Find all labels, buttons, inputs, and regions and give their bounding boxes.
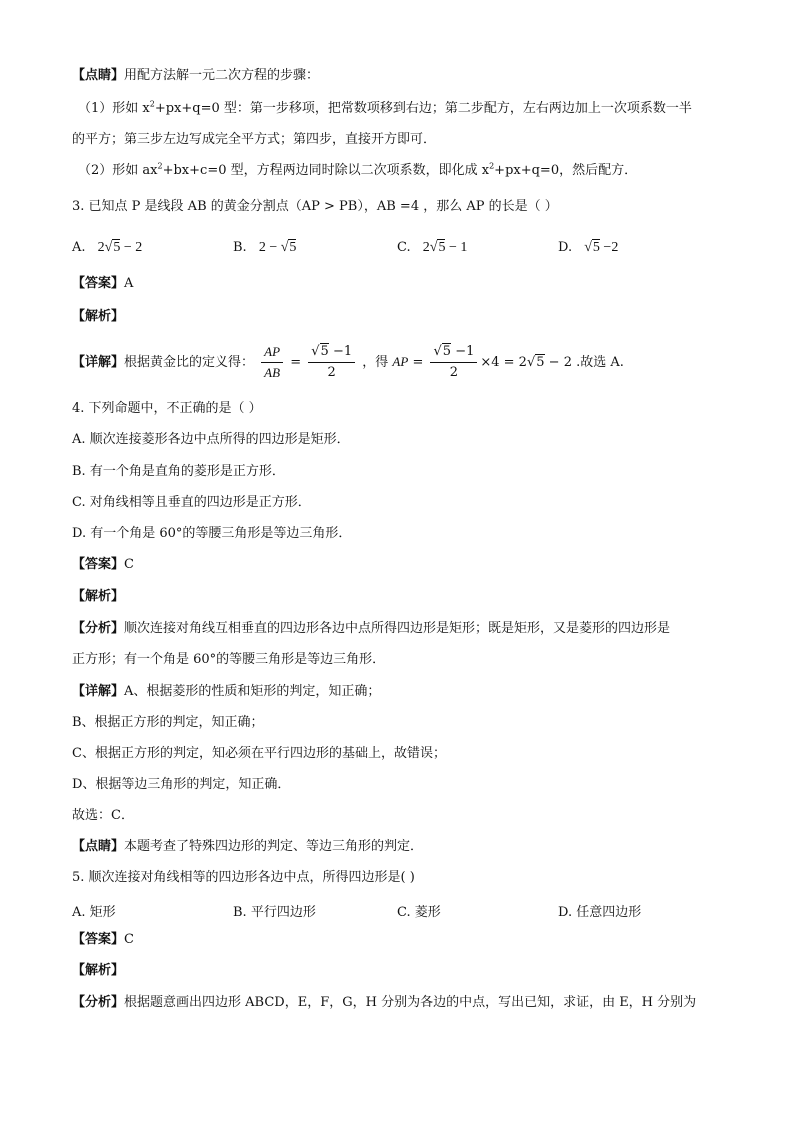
- q5-option-b[interactable]: B. 平行四边形: [233, 905, 316, 920]
- q4-option-d[interactable]: D. 有一个角是 60°的等腰三角形是等边三角形．: [72, 526, 352, 541]
- q4-tip: 【点睛】本题考查了特殊四边形的判定、等边三角形的判定．: [72, 839, 424, 854]
- q4-answer: 【答案】C: [72, 557, 134, 572]
- q4-fenxi-cont: 正方形；有一个角是 60°的等腰三角形是等边三角形．: [72, 652, 386, 667]
- answer-value: C: [124, 557, 134, 572]
- superscript: 2: [149, 99, 155, 109]
- q4-detail-c: C、根据正方形的判定，知必须在平行四边形的基础上，故错误；: [72, 746, 446, 761]
- tip-p1-cont: [72, 131, 436, 149]
- answer-value: C: [124, 932, 134, 947]
- tip-p1-b: +px+q=0 型：第一步移项，把常数项移到右边；第二步配方，左右两边加上一次项系数一半: [154, 101, 692, 116]
- q4-option-c[interactable]: C. 对角线相等且垂直的四边形是正方形．: [72, 495, 311, 510]
- option-expression: 2√5 − 2: [97, 240, 143, 255]
- fraction-golden: $\frac{√5 -1}{2}$: [308, 343, 355, 382]
- tip-p1-c: 的平方；第三步左边写成完全平方式；第四步，直接开方即可．: [72, 132, 437, 147]
- q5-fenxi: 【分析】根据题意画出四边形 ABCD，E，F，G，H 分别为各边的中点，写出已知，求证，由 E，H 分别为: [72, 995, 697, 1010]
- detail-label: 【详解】: [72, 355, 125, 370]
- q3-answer: [72, 275, 133, 293]
- option-label: A.: [72, 240, 86, 255]
- q5-stem: 5. 顺次连接对角线相等的四边形各边中点，所得四边形是( ): [72, 870, 415, 885]
- option-expression: √5 −2: [584, 240, 619, 255]
- q4-analysis-label: 【解析】: [72, 589, 125, 604]
- option-expression: 2 − √5: [258, 240, 297, 255]
- tip-p2-line: [78, 162, 637, 180]
- q3-option-d[interactable]: [558, 240, 618, 256]
- q4-option-a[interactable]: A. 顺次连接菱形各边中点所得的四边形是矩形．: [72, 432, 350, 447]
- q3-analysis-label: 【解析】: [72, 309, 125, 324]
- superscript: 2: [489, 161, 495, 171]
- q5-option-a[interactable]: A. 矩形: [72, 905, 116, 920]
- q4-fenxi: 【分析】顺次连接对角线互相垂直的四边形各边中点所得四边形是矩形；既是矩形，又是菱形的四边形是: [72, 621, 671, 636]
- answer-label: 【答案】: [72, 276, 125, 291]
- q3-option-c[interactable]: [397, 240, 467, 256]
- q3-detail: 【详解】根据黄金比的定义得： $\frac{AP}{AB}$ = $\frac{√5 -1}{2}$ ，得 AP = $\frac{√5 -1}{2}$ ×4 = 2√5 − 2 .故选 A.: [72, 344, 624, 380]
- fraction-golden-2: $\frac{√5 -1}{2}$: [430, 343, 477, 382]
- option-label: D.: [558, 240, 573, 255]
- q5-option-c[interactable]: C. 菱形: [397, 905, 441, 920]
- tip-text: 用配方法解一元二次方程的步骤：: [124, 68, 320, 83]
- q3-stem: 3. 已知点 P 是线段 AB 的黄金分割点（AP > PB），AB =4 ，那么 AP 的长是（ ）: [72, 199, 558, 214]
- q4-stem: 4. 下列命题中，不正确的是（ ）: [72, 401, 262, 416]
- q5-answer: 【答案】C: [72, 932, 134, 947]
- tip-p2-c: +px+q=0，然后配方．: [494, 163, 638, 178]
- q4-detail: 【详解】A、根据菱形的性质和矩形的判定，知正确；: [72, 684, 381, 699]
- q4-option-b[interactable]: B. 有一个角是直角的菱形是正方形．: [72, 464, 285, 479]
- tip-p1-line: [78, 100, 692, 118]
- tip-p2-a: （2）形如 ax: [78, 163, 158, 178]
- q4-choose: 故选：C．: [72, 808, 134, 823]
- q5-option-d[interactable]: D. 任意四边形: [558, 905, 642, 920]
- q3-option-b[interactable]: [233, 240, 296, 256]
- tip-label: 【点睛】: [72, 68, 125, 83]
- tip-line: [72, 67, 319, 85]
- fraction-ap-ab: $\frac{AP}{AB}$: [261, 343, 283, 382]
- tip-p1-a: （1）形如 x: [78, 101, 150, 116]
- q4-detail-d: D、根据等边三角形的判定，知正确．: [72, 777, 291, 792]
- superscript: 2: [157, 161, 163, 171]
- answer-value: A: [124, 276, 134, 291]
- q4-detail-b: B、根据正方形的判定，知正确；: [72, 715, 264, 730]
- option-label: B.: [233, 240, 247, 255]
- option-label: C.: [397, 240, 411, 255]
- option-expression: 2√5 − 1: [422, 240, 468, 255]
- tip-p2-b: +bx+c=0 型，方程两边同时除以二次项系数，即化成 x: [162, 163, 490, 178]
- q5-analysis-label: 【解析】: [72, 963, 125, 978]
- q3-option-a[interactable]: [72, 240, 142, 256]
